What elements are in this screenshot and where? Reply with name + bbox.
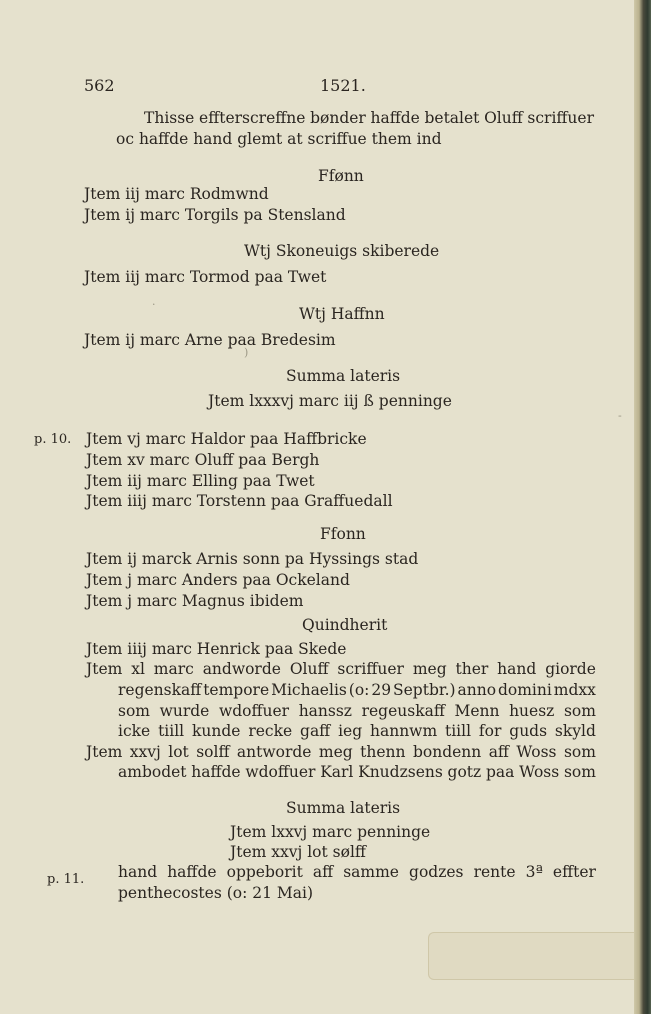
section-heading-quindherit: Quindherit xyxy=(302,616,388,634)
entry: Jtem xl marc andworde Oluff scriffuer meg ther hand giorde xyxy=(86,660,596,678)
ink-speck: ) xyxy=(244,346,249,359)
summa-line: Jtem lxxxvj marc iij ß penninge xyxy=(208,392,452,410)
entry: Jtem xxvj lot solff antworde meg thenn bondenn aff Woss som xyxy=(86,743,596,761)
section-heading-ffonn-2: Ffonn xyxy=(320,525,366,543)
section-heading-skoneuigs: Wtj Skoneuigs skiberede xyxy=(244,242,440,260)
entry: Jtem ij marc Torgils pa Stensland xyxy=(84,206,346,224)
margin-note-p11: p. 11. xyxy=(47,872,85,887)
closing-line-2: penthecostes (o: 21 Mai) xyxy=(118,884,314,902)
entry: Jtem ij marc Arne paa Bredesim xyxy=(84,331,336,349)
entry-continuation: regenskaff tempore Michaelis (o: 29 Septbr.) anno domini mdxx xyxy=(118,681,596,699)
margin-note-p10: p. 10. xyxy=(34,432,72,447)
intro-line-2: oc haffde hand glemt at scriffue them ind xyxy=(116,130,442,148)
entry: Jtem iiij marc Henrick paa Skede xyxy=(86,640,347,658)
entry: Jtem vj marc Haldor paa Haffbricke xyxy=(86,430,367,448)
summa-heading-2: Summa lateris xyxy=(286,799,401,817)
book-binding-edge xyxy=(634,0,651,1014)
entry: Jtem xv marc Oluff paa Bergh xyxy=(86,451,320,469)
entry: Jtem j marc Anders paa Ockeland xyxy=(86,571,350,589)
summa-line: Jtem xxvj lot sølff xyxy=(230,843,366,861)
page-number: 562 xyxy=(84,76,115,95)
summa-line: Jtem lxxvj marc penninge xyxy=(230,823,431,841)
ink-speck: · xyxy=(152,298,156,311)
page-stain xyxy=(428,932,635,980)
page-year: 1521. xyxy=(320,76,366,95)
intro-line-1: Thisse effterscreffne bønder haffde betalet Oluff scriffuer xyxy=(144,109,594,127)
entry-continuation: ambodet haffde wdoffuer Karl Knudzsens gotz paa Woss som xyxy=(118,763,596,781)
entry: Jtem iij marc Tormod paa Twet xyxy=(84,268,327,286)
section-heading-haffnn: Wtj Haffnn xyxy=(299,305,385,323)
entry: Jtem j marc Magnus ibidem xyxy=(86,592,304,610)
entry: Jtem ij marck Arnis sonn pa Hyssings stad xyxy=(86,550,419,568)
entry: Jtem iij marc Elling paa Twet xyxy=(86,472,315,490)
ink-speck: - xyxy=(618,409,622,422)
entry-continuation: som wurde wdoffuer hanssz regeuskaff Menn huesz som xyxy=(118,702,596,720)
entry: Jtem iiij marc Torstenn paa Graffuedall xyxy=(86,492,393,510)
section-heading-ffonn: Ffønn xyxy=(318,167,364,185)
closing-line-1: hand haffde oppeborit aff samme godzes rente 3ª effter xyxy=(118,863,596,881)
summa-heading: Summa lateris xyxy=(286,367,401,385)
entry: Jtem iij marc Rodmwnd xyxy=(84,185,269,203)
entry-continuation: icke tiill kunde recke gaff ieg hannwm tiill for guds skyld xyxy=(118,722,596,740)
